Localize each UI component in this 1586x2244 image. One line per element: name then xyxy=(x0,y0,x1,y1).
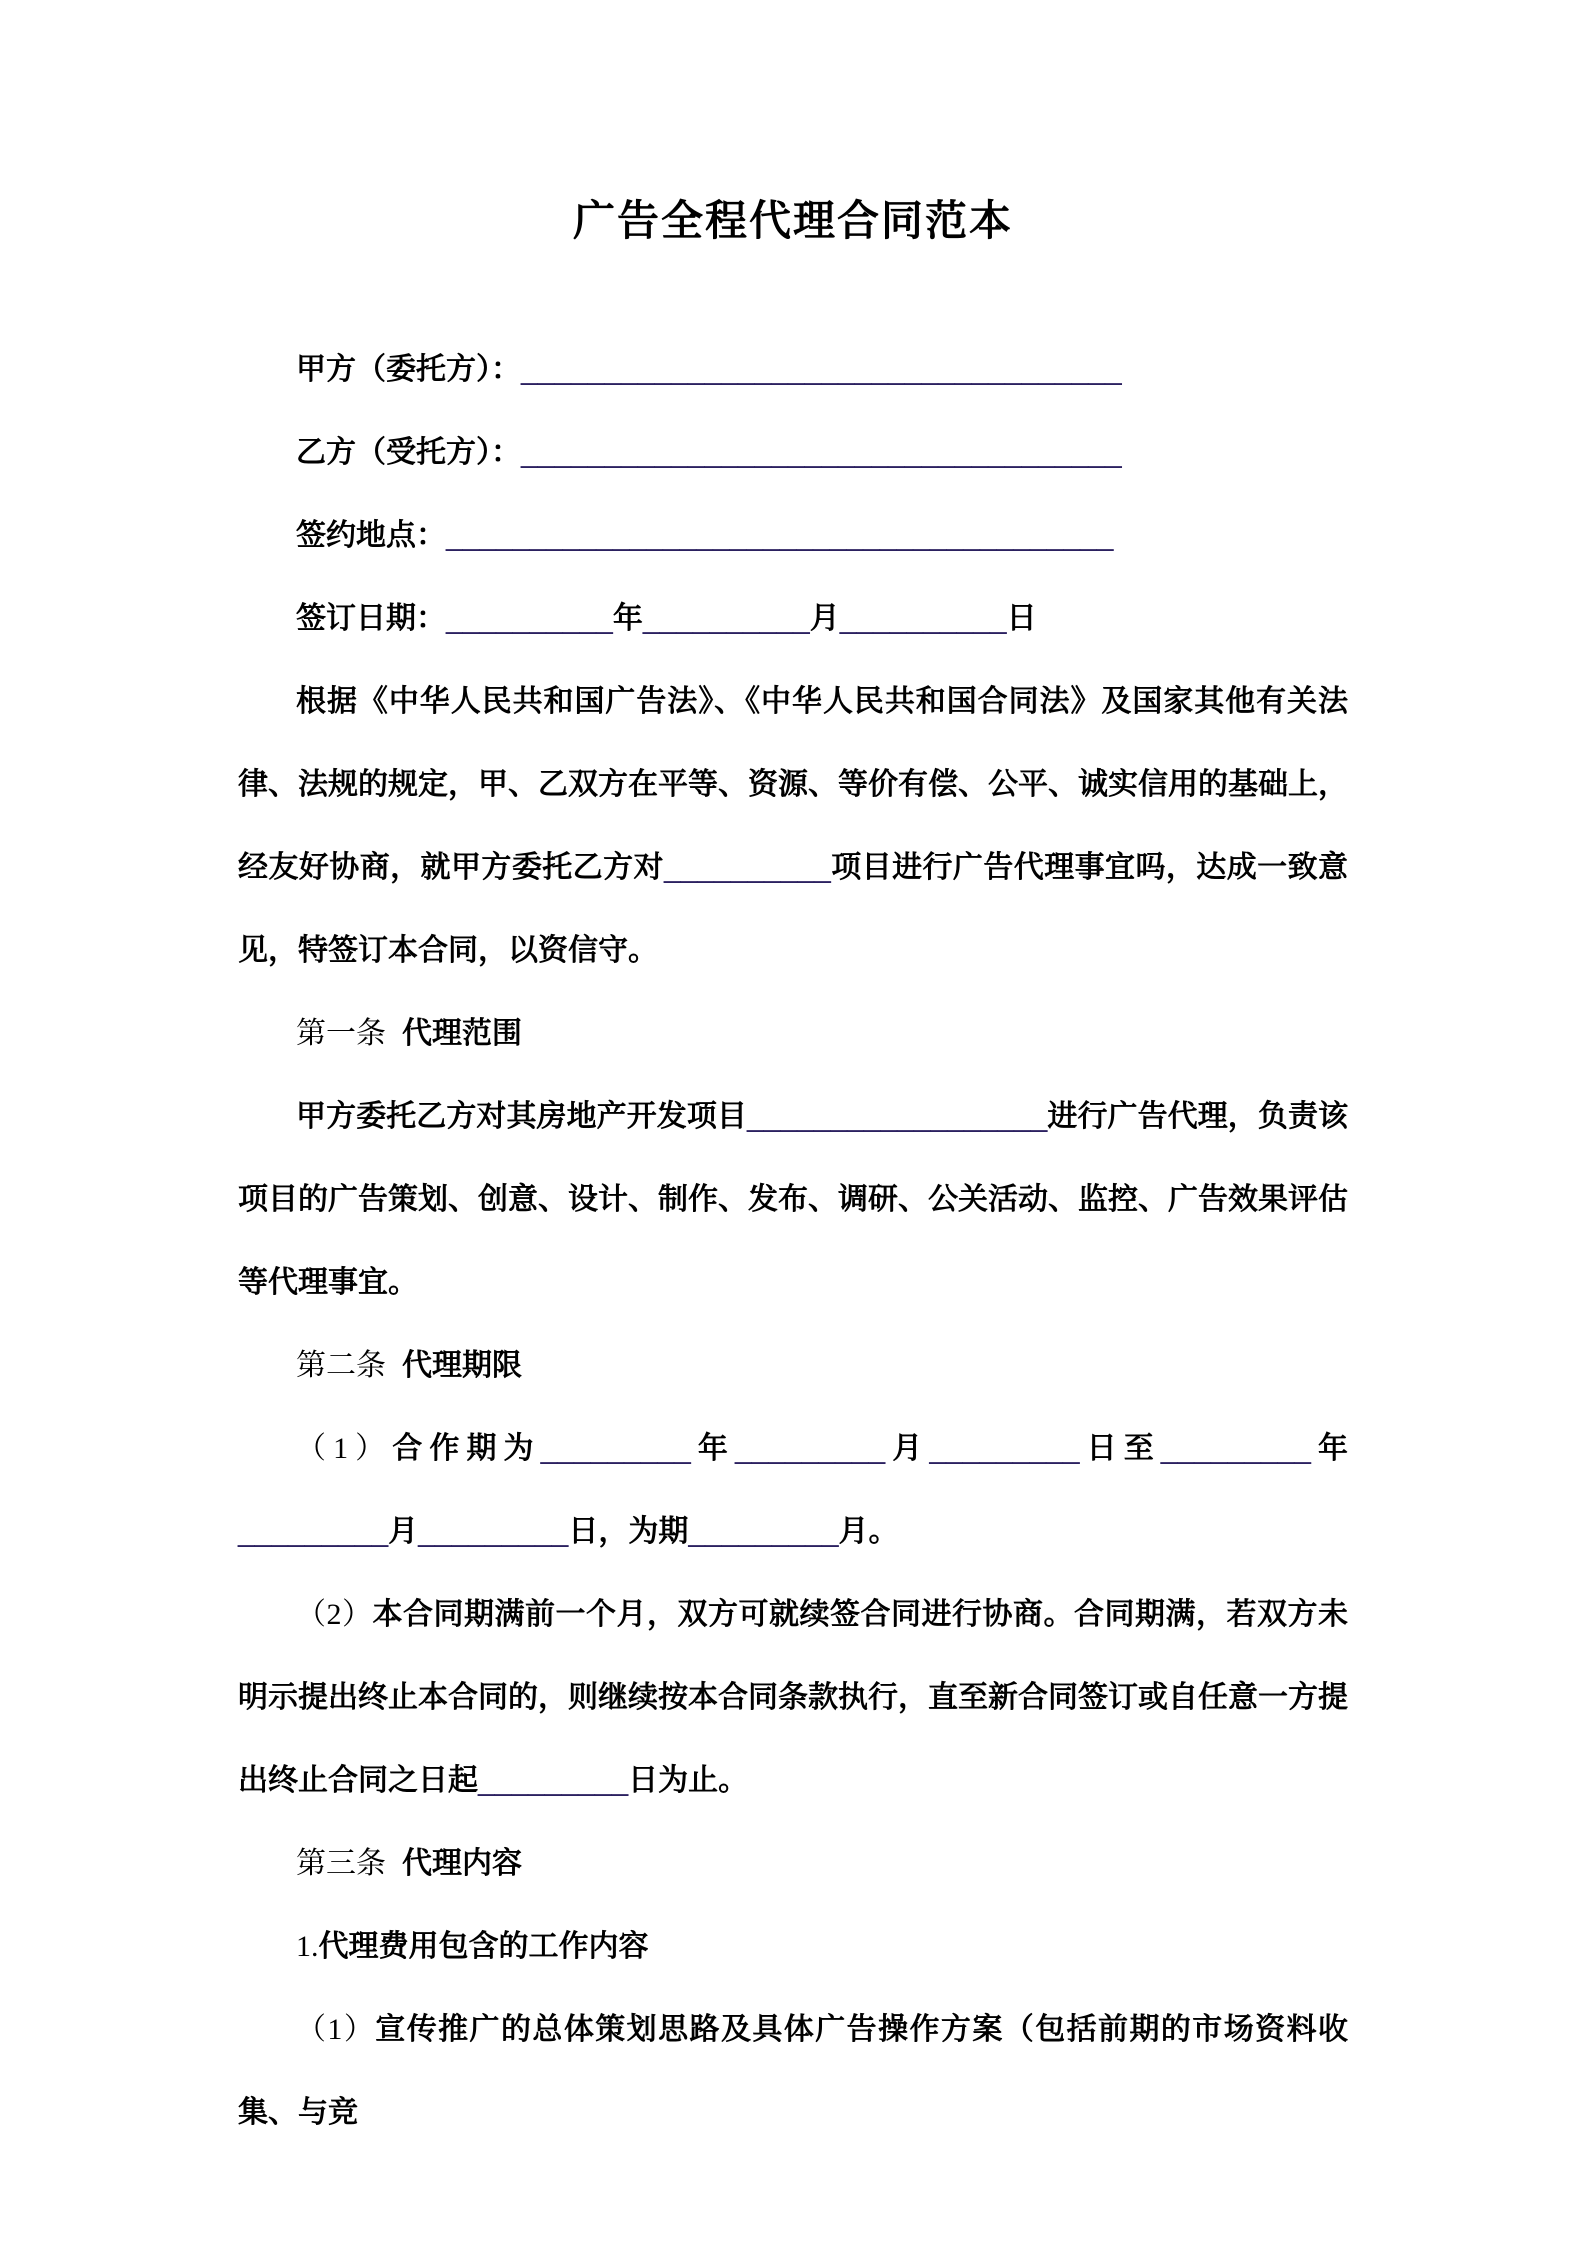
text-run: 日至 xyxy=(1079,1432,1161,1466)
list-label: 第二条 xyxy=(296,1349,386,1383)
blank-line: _________ xyxy=(418,1515,569,1549)
sign-date-line xyxy=(238,577,1348,660)
text-run: 月 xyxy=(885,1432,930,1466)
text-run: 甲方委托乙方对其房地产开发项目 xyxy=(296,1100,748,1134)
blank-line: _________ xyxy=(478,1764,629,1798)
preamble xyxy=(238,660,1348,992)
text-run: 月 xyxy=(809,602,840,636)
blank-line: _________ xyxy=(1160,1432,1311,1466)
text-run: 日 xyxy=(1006,602,1037,636)
text-run: 进行广告代理，负责该项目的广告策划、创意、设计、制作、发布、调研、公关活动、监控、广告效果评估等代理事宜。 xyxy=(238,1100,1349,1300)
list-label: （1） xyxy=(296,2013,376,2047)
text-run: 签订日期： xyxy=(296,602,446,636)
heading-title: 代理范围 xyxy=(402,1017,522,1051)
heading-title: 代理内容 xyxy=(402,1847,522,1881)
text-run: 年 xyxy=(690,1432,735,1466)
list-label: 第三条 xyxy=(296,1847,386,1881)
text-run: 项目进行广告代理事宜吗，达成一致意见，特签订本合同，以资信守。 xyxy=(238,851,1349,968)
article-3-heading xyxy=(238,1822,1348,1905)
party-a-line xyxy=(238,328,1348,411)
article-1-body xyxy=(238,1075,1348,1324)
list-label: （1） xyxy=(296,1432,393,1466)
sign-place-line xyxy=(238,494,1348,577)
blank-line: __________ xyxy=(663,851,831,885)
blank-line: _________ xyxy=(688,1515,839,1549)
blank-line: __________ xyxy=(839,602,1007,636)
text-run: 根据《中华人民共和国广告法》、《中华人民共和国合同法》及国家其他有关法律、法规的规定，甲、乙双方在平等、资源、等价有偿、公平、诚实信用的基础上，经友好协商，就甲方委托乙方对 xyxy=(238,685,1348,885)
text-run: 乙方（受托方）： xyxy=(296,436,521,470)
heading-title: 代理期限 xyxy=(402,1349,522,1383)
blank-line: _________ xyxy=(540,1432,691,1466)
text-run: 代理费用包含的工作内容 xyxy=(318,1930,649,1964)
clause-1-item-1 xyxy=(238,1988,1348,2154)
text-run: 日为止。 xyxy=(628,1764,749,1798)
blank-line: __________________ xyxy=(747,1100,1048,1134)
clause-1-title xyxy=(238,1905,1348,1988)
text-run: 日，为期 xyxy=(568,1515,689,1549)
text-run: 合作期为 xyxy=(392,1432,541,1466)
article-2-item-2 xyxy=(238,1573,1348,1822)
blank-line: ________________________________________ xyxy=(446,519,1114,553)
blank-line: ____________________________________ xyxy=(521,436,1122,470)
text-run: 本合同期满前一个月，双方可就续签合同进行协商。合同期满，若双方未明示提出终止本合同的，则继续按本合同条款执行，直至新合同签订或自任意一方提出终止合同之日起 xyxy=(238,1598,1348,1798)
blank-line: _________ xyxy=(734,1432,886,1466)
text-run: 宣传推广的总体策划思路及具体广告操作方案（包括前期的市场资料收集、与竞 xyxy=(238,2013,1349,2130)
list-label: 1. xyxy=(296,1930,319,1964)
article-2-item-1 xyxy=(238,1407,1348,1573)
blank-line: __________ xyxy=(642,602,810,636)
text-run: 甲方（委托方）： xyxy=(296,353,521,387)
text-run: 年 xyxy=(1310,1432,1349,1466)
list-label: 第一条 xyxy=(296,1017,386,1051)
text-run: 月 xyxy=(388,1515,419,1549)
blank-line: _________ xyxy=(929,1432,1080,1466)
blank-line: _________ xyxy=(238,1515,389,1549)
article-1-heading xyxy=(238,992,1348,1075)
article-2-heading xyxy=(238,1324,1348,1407)
document-body xyxy=(238,328,1348,2154)
list-label: （2） xyxy=(296,1598,373,1632)
party-b-line xyxy=(238,411,1348,494)
text-run: 签约地点： xyxy=(296,519,446,553)
text-run: 年 xyxy=(612,602,643,636)
blank-line: __________ xyxy=(446,602,613,636)
text-run: 月。 xyxy=(838,1515,899,1549)
blank-line: ____________________________________ xyxy=(521,353,1122,387)
document-title: 广告全程代理合同范本 xyxy=(572,197,1013,244)
